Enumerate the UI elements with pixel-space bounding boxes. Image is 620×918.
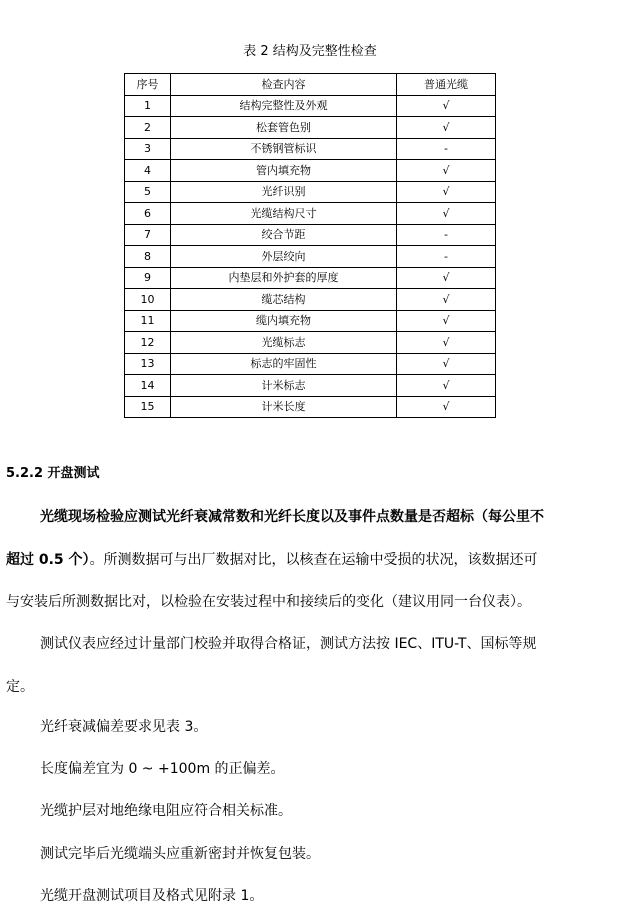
row-item-cell: 计米标志 [171,375,397,397]
row-index-cell: 8 [125,246,171,268]
row-index-cell: 14 [125,375,171,397]
row-result-cell: √ [397,289,496,311]
paragraph-1-line-1: 光缆现场检验应测试光纤衰减常数和光纤长度以及事件点数量是否超标（每公里不 [40,509,544,525]
paragraph-5: 光缆护层对地绝缘电阻应符合相关标准。 [40,803,292,819]
row-result-cell: √ [397,353,496,375]
paragraph-2-line-1: 测试仪表应经过计量部门校验并取得合格证，测试方法按 IEC、ITU-T、国标等规 [40,636,537,652]
table-row [125,289,496,311]
table-row [125,181,496,203]
table-row [125,160,496,182]
table-header-row [125,74,496,96]
paragraph-1-bold-fragment: 超过 0.5 个） [6,552,90,568]
row-result-cell: √ [397,332,496,354]
row-item-cell: 光缆结构尺寸 [171,203,397,225]
row-result-cell: √ [397,396,496,418]
row-index-cell: 9 [125,267,171,289]
row-index-cell: 15 [125,396,171,418]
table-row [125,310,496,332]
table-row [125,203,496,225]
table-row [125,95,496,117]
paragraph-7: 光缆开盘测试项目及格式见附录 1。 [40,888,264,904]
row-item-cell: 结构完整性及外观 [171,95,397,117]
row-result-cell: - [397,138,496,160]
row-result-cell: √ [397,310,496,332]
table-caption: 表 2 结构及完整性检查 [243,44,377,59]
row-result-cell: √ [397,375,496,397]
row-index-cell: 4 [125,160,171,182]
row-index-cell: 5 [125,181,171,203]
row-index-cell: 3 [125,138,171,160]
row-result-cell: - [397,224,496,246]
table-row [125,396,496,418]
row-item-cell: 不锈钢管标识 [171,138,397,160]
col-header-item: 检查内容 [171,74,397,96]
table-row [125,353,496,375]
table-row [125,224,496,246]
row-item-cell: 光纤识别 [171,181,397,203]
row-result-cell: √ [397,267,496,289]
row-item-cell: 绞合节距 [171,224,397,246]
row-result-cell: √ [397,117,496,139]
paragraph-3: 光纤衰减偏差要求见表 3。 [40,719,208,735]
row-index-cell: 11 [125,310,171,332]
table-row [125,375,496,397]
row-index-cell: 7 [125,224,171,246]
row-index-cell: 2 [125,117,171,139]
row-index-cell: 6 [125,203,171,225]
row-item-cell: 计米长度 [171,396,397,418]
row-index-cell: 12 [125,332,171,354]
row-item-cell: 光缆标志 [171,332,397,354]
row-item-cell: 松套管色别 [171,117,397,139]
row-index-cell: 13 [125,353,171,375]
paragraph-1-line-2-rest: 。所测数据可与出厂数据对比，以核查在运输中受损的状况，该数据还可 [89,552,538,568]
paragraph-1-line-3: 与安装后所测数据比对，以检验在安装过程中和接续后的变化（建议用同一台仪表）。 [6,594,531,610]
row-result-cell: √ [397,160,496,182]
col-header-ordinary-cable: 普通光缆 [397,74,496,96]
col-header-index: 序号 [125,74,171,96]
row-result-cell: √ [397,203,496,225]
table-row [125,267,496,289]
row-item-cell: 缆芯结构 [171,289,397,311]
paragraph-4: 长度偏差宜为 0 ~ +100m 的正偏差。 [40,761,285,777]
row-item-cell: 标志的牢固性 [171,353,397,375]
table-row [125,332,496,354]
row-item-cell: 管内填充物 [171,160,397,182]
paragraph-2-line-2: 定。 [6,679,34,695]
inspection-table [124,73,496,418]
row-item-cell: 缆内填充物 [171,310,397,332]
table-row [125,117,496,139]
row-item-cell: 外层绞向 [171,246,397,268]
table-row [125,138,496,160]
row-result-cell: √ [397,181,496,203]
table-row [125,246,496,268]
row-index-cell: 10 [125,289,171,311]
row-result-cell: √ [397,95,496,117]
section-heading: 5.2.2 开盘测试 [6,466,100,481]
paragraph-1-line-2 [6,549,538,569]
paragraph-6: 测试完毕后光缆端头应重新密封并恢复包装。 [40,846,320,862]
row-item-cell: 内垫层和外护套的厚度 [171,267,397,289]
row-index-cell: 1 [125,95,171,117]
row-result-cell: - [397,246,496,268]
